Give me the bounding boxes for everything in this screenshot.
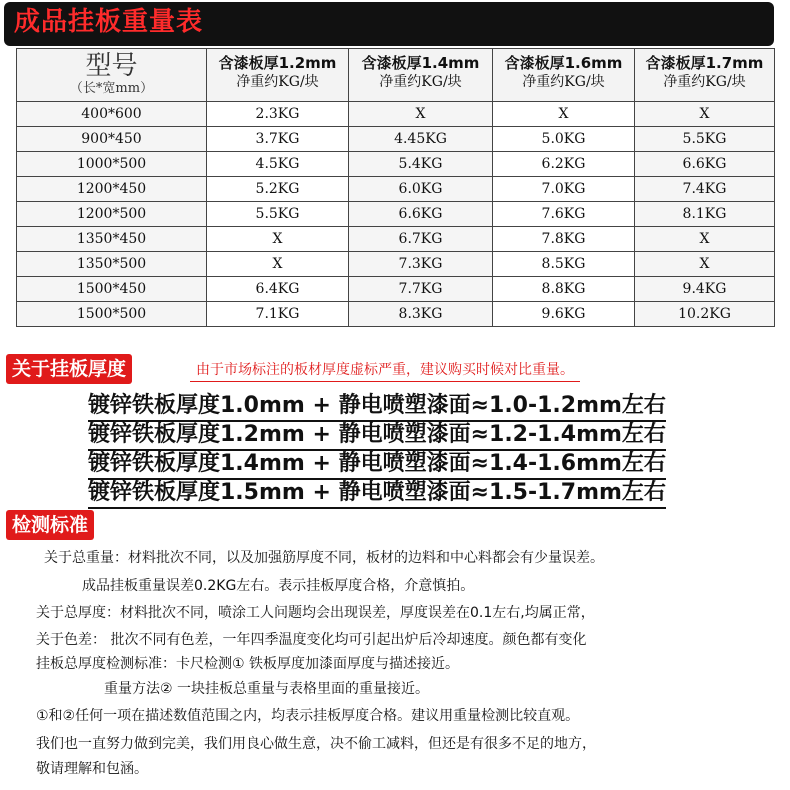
thickness-warning: 由于市场标注的板材厚度虚标严重，建议购买时候对比重量。 bbox=[190, 357, 580, 382]
weight-cell: X bbox=[207, 227, 349, 252]
weight-cell: 5.2KG bbox=[207, 177, 349, 202]
model-cell: 900*450 bbox=[17, 127, 207, 152]
page-title: 成品挂板重量表 bbox=[14, 7, 204, 37]
table-row bbox=[17, 127, 775, 152]
weight-cell: 7.7KG bbox=[349, 277, 493, 302]
standard-paragraph: ①和②任何一项在描述数值范围之内，均表示挂板厚度合格。建议用重量检测比较直观。 bbox=[36, 708, 580, 724]
model-cell: 1200*500 bbox=[17, 202, 207, 227]
weight-cell: X bbox=[207, 252, 349, 277]
table-header-row bbox=[17, 49, 775, 102]
weight-cell: 6.4KG bbox=[207, 277, 349, 302]
table-row bbox=[17, 202, 775, 227]
model-cell: 1350*500 bbox=[17, 252, 207, 277]
standard-section-label: 检测标准 bbox=[6, 510, 94, 540]
standard-paragraph: 关于总重量：材料批次不同，以及加强筋厚度不同，板材的边料和中心料都会有少量误差。 bbox=[44, 550, 604, 566]
weight-cell: 5.5KG bbox=[635, 127, 775, 152]
weight-cell: 7.1KG bbox=[207, 302, 349, 327]
column-header bbox=[349, 49, 493, 102]
weight-cell: 8.3KG bbox=[349, 302, 493, 327]
column-header bbox=[635, 49, 775, 102]
model-cell: 1000*500 bbox=[17, 152, 207, 177]
model-cell: 1200*450 bbox=[17, 177, 207, 202]
column-header-thickness: 含漆板厚1.6mm bbox=[504, 54, 623, 72]
standard-paragraph: 关于色差： 批次不同有色差，一年四季温度变化均可引起出炉后冷却速度。颜色都有变化 bbox=[36, 632, 587, 648]
weight-cell: 5.0KG bbox=[493, 127, 635, 152]
table-row bbox=[17, 277, 775, 302]
column-header bbox=[493, 49, 635, 102]
thickness-line: 镀锌铁板厚度1.4mm + 静电喷塑漆面≈1.4-1.6mm左右 bbox=[88, 450, 666, 480]
weight-cell: 6.6KG bbox=[635, 152, 775, 177]
table-row bbox=[17, 252, 775, 277]
weight-cell: 5.4KG bbox=[349, 152, 493, 177]
model-cell: 1500*450 bbox=[17, 277, 207, 302]
standard-paragraph: 关于总厚度：材料批次不同，喷涂工人问题均会出现误差，厚度误差在0.1左右,均属正常， bbox=[36, 605, 595, 621]
weight-cell: 8.8KG bbox=[493, 277, 635, 302]
weight-cell: 7.8KG bbox=[493, 227, 635, 252]
weight-table bbox=[16, 48, 775, 327]
model-header bbox=[17, 49, 207, 102]
weight-cell: 5.5KG bbox=[207, 202, 349, 227]
weight-cell: 4.5KG bbox=[207, 152, 349, 177]
model-cell: 1350*450 bbox=[17, 227, 207, 252]
thickness-section-label: 关于挂板厚度 bbox=[6, 354, 132, 384]
weight-cell: 7.4KG bbox=[635, 177, 775, 202]
weight-cell: 7.0KG bbox=[493, 177, 635, 202]
table-row bbox=[17, 102, 775, 127]
weight-cell: 2.3KG bbox=[207, 102, 349, 127]
table-row bbox=[17, 152, 775, 177]
table-row bbox=[17, 177, 775, 202]
standard-paragraph: 重量方法② 一块挂板总重量与表格里面的重量接近。 bbox=[104, 681, 429, 697]
thickness-line: 镀锌铁板厚度1.0mm + 静电喷塑漆面≈1.0-1.2mm左右 bbox=[88, 392, 666, 422]
column-header-thickness: 含漆板厚1.2mm bbox=[218, 54, 337, 72]
weight-cell: 7.3KG bbox=[349, 252, 493, 277]
column-header-thickness: 含漆板厚1.4mm bbox=[361, 54, 480, 72]
model-header-title: 型号 bbox=[85, 51, 138, 81]
weight-cell: X bbox=[635, 227, 775, 252]
weight-cell: 3.7KG bbox=[207, 127, 349, 152]
model-cell: 1500*500 bbox=[17, 302, 207, 327]
weight-cell: X bbox=[635, 102, 775, 127]
column-header-unit: 净重约KG/块 bbox=[379, 74, 462, 90]
column-header-unit: 净重约KG/块 bbox=[522, 74, 605, 90]
column-header-unit: 净重约KG/块 bbox=[236, 74, 319, 90]
weight-cell: 9.4KG bbox=[635, 277, 775, 302]
column-header-unit: 净重约KG/块 bbox=[663, 74, 746, 90]
header bbox=[0, 0, 790, 52]
model-cell: 400*600 bbox=[17, 102, 207, 127]
weight-cell: X bbox=[635, 252, 775, 277]
standard-paragraph: 敬请理解和包涵。 bbox=[36, 761, 148, 777]
weight-cell: X bbox=[493, 102, 635, 127]
table-row bbox=[17, 227, 775, 252]
weight-cell: X bbox=[349, 102, 493, 127]
standard-paragraph: 成品挂板重量误差0.2KG左右。表示挂板厚度合格，介意慎拍。 bbox=[82, 578, 475, 594]
model-header-subtitle: （长*宽mm） bbox=[69, 81, 154, 96]
weight-cell: 8.1KG bbox=[635, 202, 775, 227]
weight-cell: 10.2KG bbox=[635, 302, 775, 327]
column-header-thickness: 含漆板厚1.7mm bbox=[645, 54, 764, 72]
thickness-line: 镀锌铁板厚度1.5mm + 静电喷塑漆面≈1.5-1.7mm左右 bbox=[88, 479, 666, 509]
table-row bbox=[17, 302, 775, 327]
weight-cell: 6.6KG bbox=[349, 202, 493, 227]
standard-paragraph: 挂板总厚度检测标准：卡尺检测① 铁板厚度加漆面厚度与描述接近。 bbox=[36, 656, 459, 672]
weight-cell: 8.5KG bbox=[493, 252, 635, 277]
weight-cell: 6.7KG bbox=[349, 227, 493, 252]
weight-cell: 6.0KG bbox=[349, 177, 493, 202]
standard-paragraph: 我们也一直努力做到完美，我们用良心做生意，决不偷工减料，但还是有很多不足的地方， bbox=[36, 736, 596, 752]
weight-cell: 9.6KG bbox=[493, 302, 635, 327]
weight-cell: 4.45KG bbox=[349, 127, 493, 152]
weight-cell: 7.6KG bbox=[493, 202, 635, 227]
thickness-line: 镀锌铁板厚度1.2mm + 静电喷塑漆面≈1.2-1.4mm左右 bbox=[88, 421, 666, 451]
weight-cell: 6.2KG bbox=[493, 152, 635, 177]
column-header bbox=[207, 49, 349, 102]
